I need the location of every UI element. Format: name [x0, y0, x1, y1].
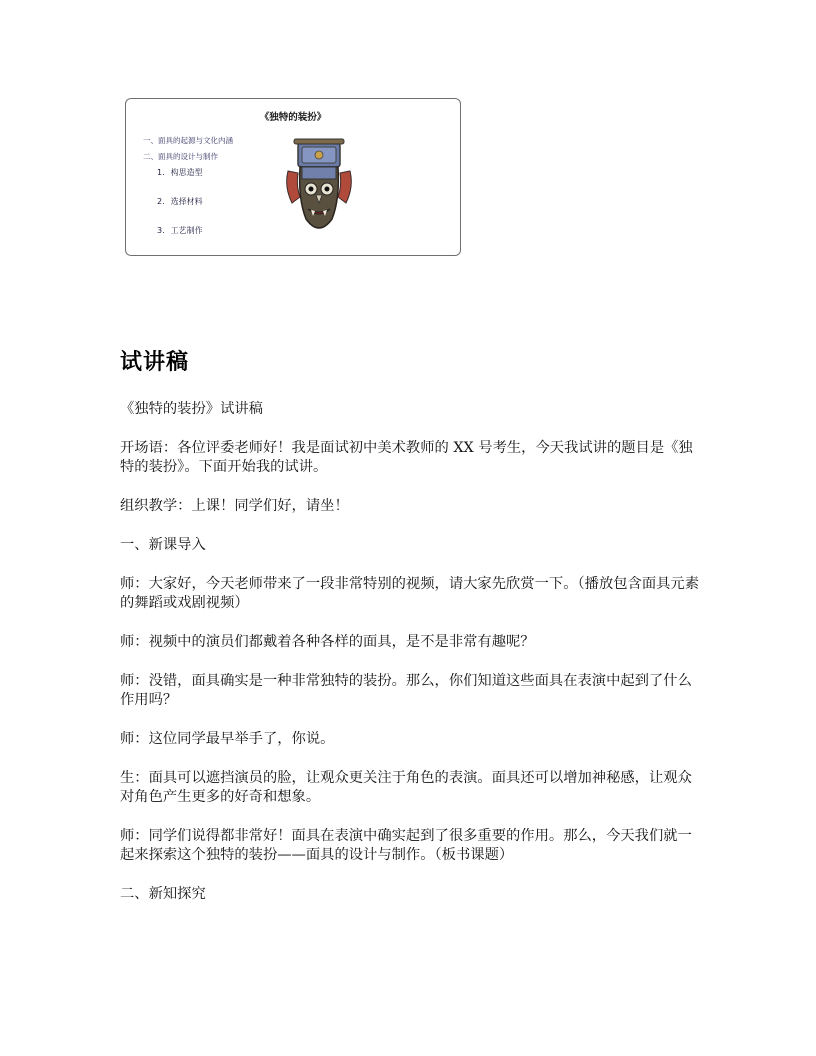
document-body — [120, 400, 700, 924]
class-organization: 组织教学：上课！同学们好，请坐！ — [120, 498, 349, 514]
outline-step-2 — [143, 198, 233, 227]
teacher-line: 师：这位同学最早举手了，你说。 — [120, 731, 335, 747]
slide-outline — [143, 137, 233, 256]
outline-section-2: 二、面具的设计与制作 — [143, 152, 218, 161]
step-label: 工艺制作 — [170, 226, 203, 235]
teacher-line: 师：没错，面具确实是一种非常独特的装扮。那么，你们知道这些面具在表演中起到了什么作用吗？ — [120, 673, 692, 708]
section-heading-explore: 二、新知探究 — [120, 886, 206, 902]
opening-remarks: 开场语：各位评委老师好！我是面试初中美术教师的 XX 号考生，今天我试讲的题目是《独特的装扮》。下面开始我的试讲。 — [120, 440, 693, 475]
step-label: 构思造型 — [170, 168, 203, 177]
teacher-line: 师：同学们说得都非常好！面具在表演中确实起到了很多重要的作用。那么，今天我们就一起来探索这个独特的装扮——面具的设计与制作。（板书课题） — [120, 828, 692, 863]
section-heading-intro: 一、新课导入 — [120, 537, 206, 553]
teacher-line: 师：大家好，今天老师带来了一段非常特别的视频，请大家先欣赏一下。（播放包含面具元素的舞蹈或戏剧视频） — [120, 576, 700, 611]
step-number: 3. — [157, 226, 165, 235]
document-heading: 试讲稿 — [120, 350, 190, 375]
slide-title: 《独特的装扮》 — [259, 112, 327, 123]
outline-section-1: 一、面具的起源与文化内涵 — [143, 136, 233, 145]
step-label: 选择材料 — [170, 197, 203, 206]
step-number: 2. — [157, 197, 165, 206]
teacher-line: 师：视频中的演员们都戴着各种各样的面具，是不是非常有趣呢？ — [120, 634, 535, 650]
doc-subtitle: 《独特的装扮》试讲稿 — [120, 401, 263, 417]
outline-step-3 — [143, 227, 233, 256]
step-number: 1. — [157, 168, 165, 177]
lesson-slide — [125, 98, 461, 256]
student-line: 生：面具可以遮挡演员的脸，让观众更关注于角色的表演。面具还可以增加神秘感，让观众对角色产生更多的好奇和想象。 — [120, 770, 692, 805]
outline-step-1 — [143, 169, 233, 198]
tibetan-mask-image — [284, 137, 354, 241]
